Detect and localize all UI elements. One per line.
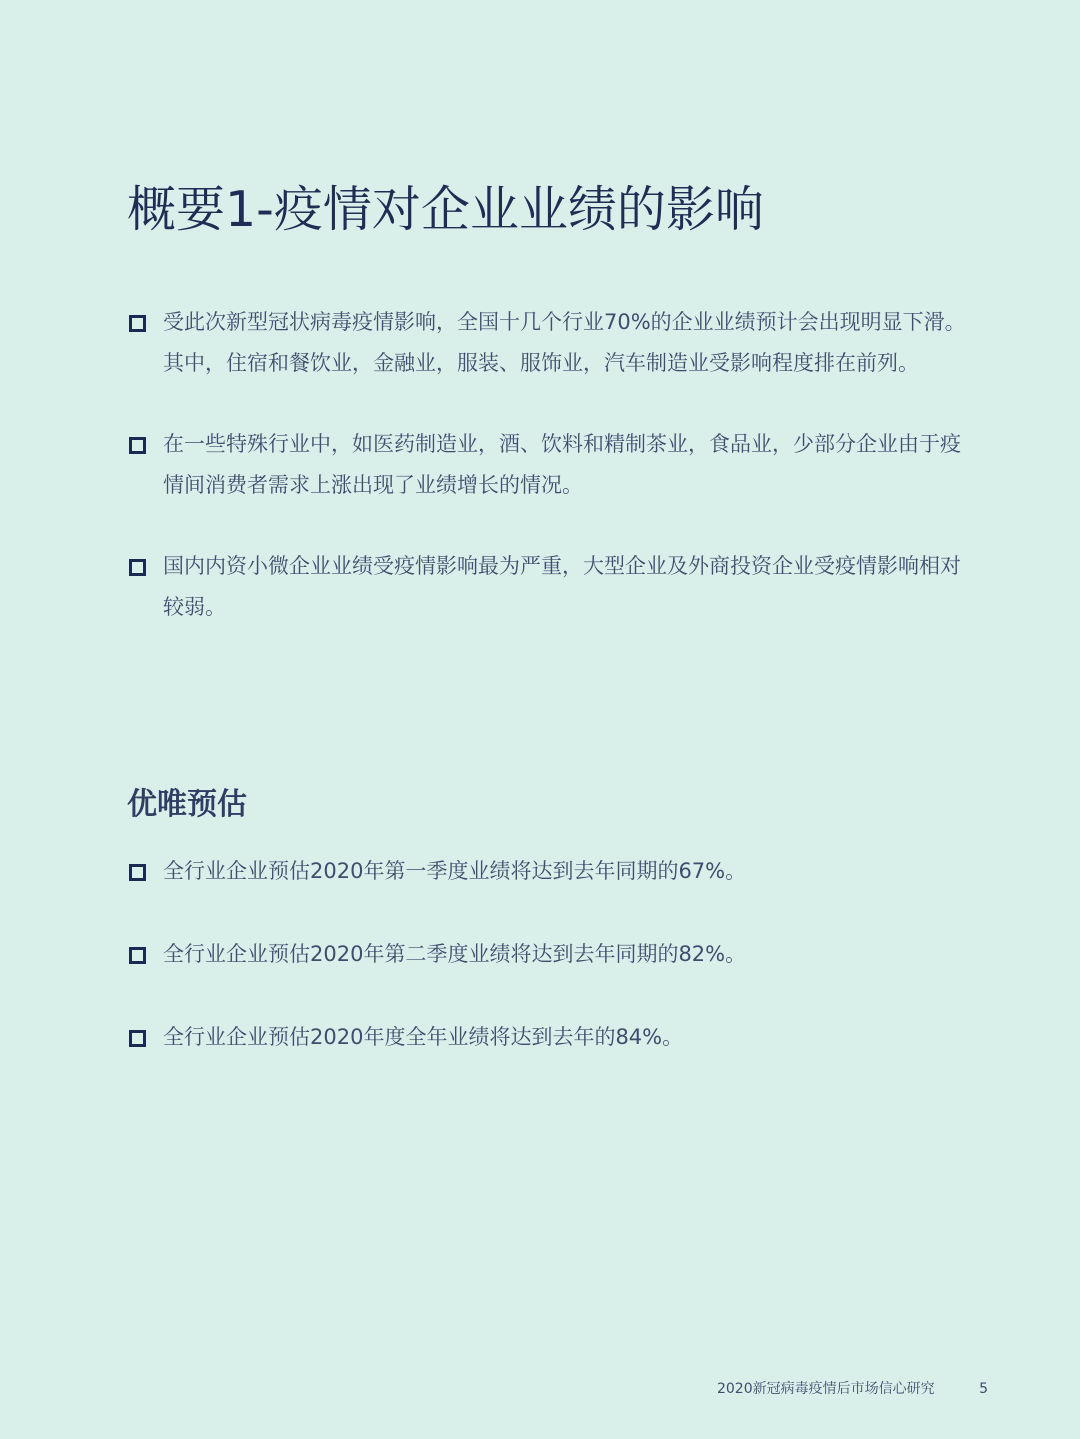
square-bullet-icon	[129, 947, 146, 964]
estimate-bullet-item	[127, 934, 967, 975]
overview-bullet-item	[127, 424, 967, 506]
page-footer	[717, 1378, 988, 1398]
bullet-text: 全行业企业预估2020年第二季度业绩将达到去年同期的82%。	[163, 942, 747, 966]
square-bullet-icon	[129, 437, 146, 454]
overview-bullet-item	[127, 546, 967, 628]
bullet-text: 受此次新型冠状病毒疫情影响，全国十几个行业70%的企业业绩预计会出现明显下滑。其中，住宿和餐饮业，金融业，服装、服饰业，汽车制造业受影响程度排在前列。	[163, 310, 966, 375]
estimate-bullet-item	[127, 851, 967, 892]
square-bullet-icon	[129, 315, 146, 332]
square-bullet-icon	[129, 1030, 146, 1047]
estimate-bullet-item	[127, 1017, 967, 1058]
bullet-text: 在一些特殊行业中，如医药制造业，酒、饮料和精制茶业，食品业，少部分企业由于疫情间消费者需求上涨出现了业绩增长的情况。	[163, 432, 961, 497]
bullet-text: 全行业企业预估2020年第一季度业绩将达到去年同期的67%。	[163, 859, 747, 883]
footer-report-title: 2020新冠病毒疫情后市场信心研究	[716, 1381, 935, 1397]
bullet-text: 全行业企业预估2020年度全年业绩将达到去年的84%。	[163, 1025, 684, 1049]
section-heading-estimates: 优唯预估	[127, 786, 247, 822]
overview-bullet-list	[127, 302, 967, 668]
page-title: 概要1-疫情对企业业绩的影响	[127, 180, 764, 238]
footer-page-number: 5	[979, 1381, 988, 1397]
overview-bullet-item	[127, 302, 967, 384]
estimates-bullet-list	[127, 851, 967, 1100]
square-bullet-icon	[129, 864, 146, 881]
square-bullet-icon	[129, 559, 146, 576]
bullet-text: 国内内资小微企业业绩受疫情影响最为严重，大型企业及外商投资企业受疫情影响相对较弱。	[163, 554, 961, 619]
